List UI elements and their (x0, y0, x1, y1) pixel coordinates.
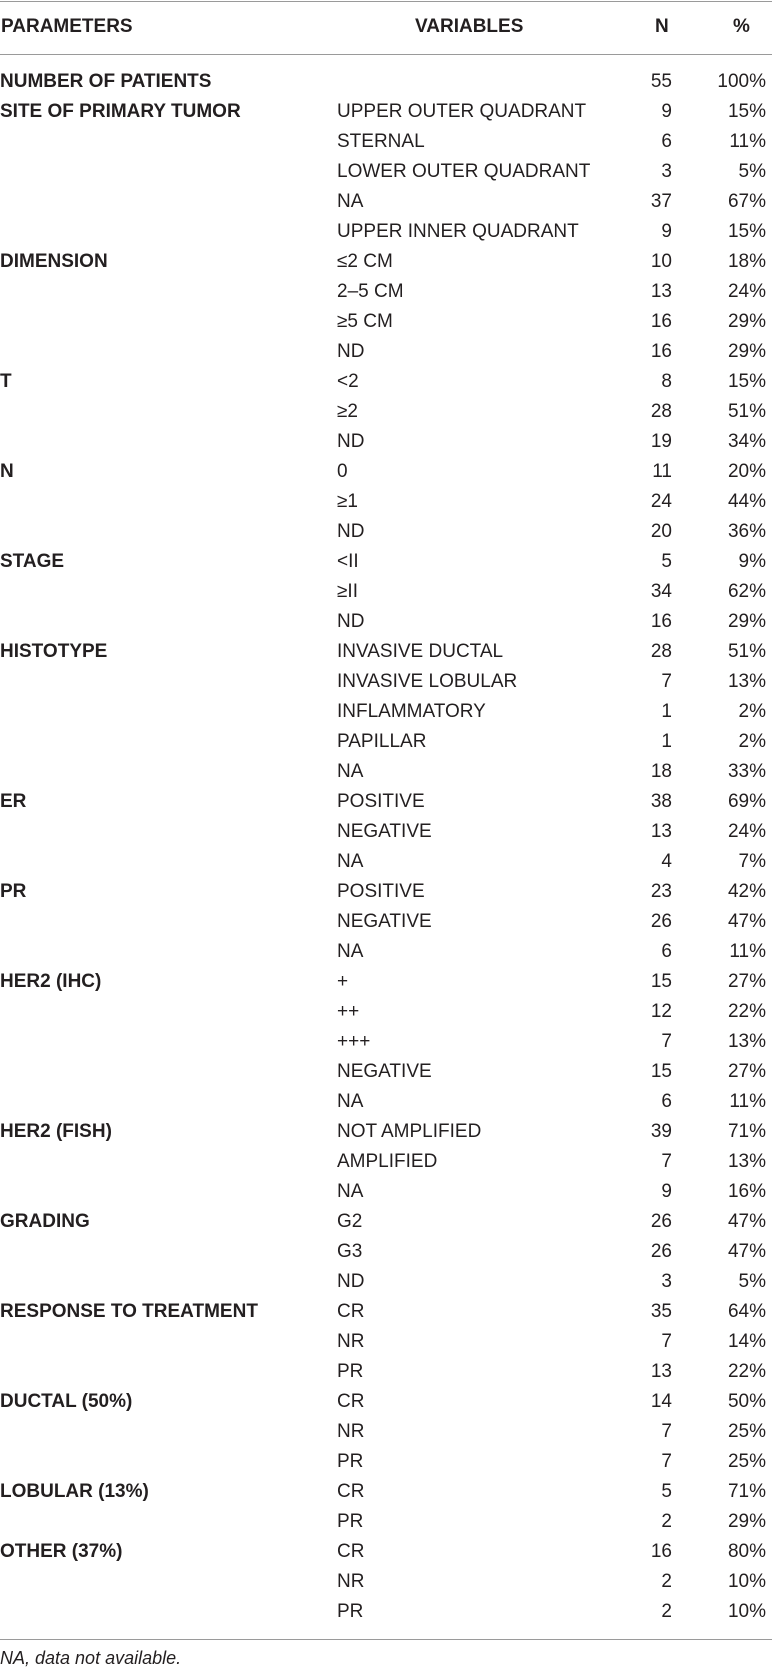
table-row (0, 1599, 772, 1629)
cell-n: 23 (650, 881, 672, 902)
cell-parameter: ER (0, 791, 27, 812)
cell-percent: 50% (727, 1391, 766, 1412)
cell-n: 18 (650, 761, 672, 782)
table-row (0, 789, 772, 819)
cell-n: 28 (650, 401, 672, 422)
table-row (0, 669, 772, 699)
cell-percent: 25% (727, 1451, 766, 1472)
table-row (0, 1479, 772, 1509)
cell-n: 13 (650, 1361, 672, 1382)
cell-percent: 42% (727, 881, 766, 902)
table-row (0, 189, 772, 219)
cell-percent: 51% (727, 641, 766, 662)
table-row (0, 309, 772, 339)
table-row (0, 339, 772, 369)
cell-n: 35 (650, 1301, 672, 1322)
cell-n: 20 (650, 521, 672, 542)
cell-parameter: STAGE (0, 551, 65, 572)
table-bottom-rule (0, 1639, 772, 1640)
cell-n: 13 (650, 821, 672, 842)
cell-percent: 29% (727, 341, 766, 362)
cell-percent: 13% (727, 1151, 766, 1172)
cell-variable: NEGATIVE (337, 911, 432, 932)
cell-n: 55 (650, 71, 672, 92)
table-row (0, 99, 772, 129)
cell-n: 15 (650, 971, 672, 992)
cell-variable: CR (337, 1301, 365, 1322)
table-row (0, 1299, 772, 1329)
table-row (0, 1149, 772, 1179)
header-rule (0, 54, 772, 55)
table-row (0, 219, 772, 249)
cell-n: 38 (650, 791, 672, 812)
cell-parameter: HER2 (IHC) (0, 971, 102, 992)
cell-variable: +++ (337, 1031, 371, 1052)
cell-percent: 29% (727, 311, 766, 332)
table-row (0, 939, 772, 969)
cell-n: 10 (650, 251, 672, 272)
cell-variable: NA (337, 191, 364, 212)
cell-percent: 100% (717, 71, 766, 92)
table-row (0, 1419, 772, 1449)
cell-n: 6 (661, 941, 672, 962)
cell-percent: 20% (727, 461, 766, 482)
cell-percent: 13% (727, 1031, 766, 1052)
table-row (0, 1329, 772, 1359)
cell-n: 28 (650, 641, 672, 662)
cell-variable: NEGATIVE (337, 1061, 432, 1082)
cell-n: 5 (661, 1481, 672, 1502)
cell-percent: 11% (729, 131, 766, 152)
cell-percent: 5% (738, 1271, 766, 1292)
cell-n: 5 (661, 551, 672, 572)
cell-variable: ND (337, 1271, 365, 1292)
cell-parameter: PR (0, 881, 27, 902)
cell-percent: 5% (738, 161, 766, 182)
cell-n: 7 (661, 1451, 672, 1472)
table-row (0, 999, 772, 1029)
table-row (0, 129, 772, 159)
cell-n: 3 (661, 161, 672, 182)
cell-variable: ≤2 CM (337, 251, 393, 272)
cell-percent: 22% (727, 1001, 766, 1022)
cell-percent: 25% (727, 1421, 766, 1442)
cell-percent: 2% (738, 701, 766, 722)
table-row (0, 1449, 772, 1479)
table-row (0, 489, 772, 519)
cell-variable: NR (337, 1421, 365, 1442)
table-row (0, 699, 772, 729)
table-row (0, 879, 772, 909)
cell-parameter: HER2 (FISH) (0, 1121, 112, 1142)
cell-percent: 47% (727, 911, 766, 932)
table-top-rule (0, 1, 772, 2)
cell-n: 26 (650, 1241, 672, 1262)
cell-n: 1 (661, 701, 672, 722)
cell-n: 1 (661, 731, 672, 752)
cell-parameter: HISTOTYPE (0, 641, 108, 662)
cell-percent: 14% (727, 1331, 766, 1352)
cell-percent: 71% (727, 1481, 766, 1502)
cell-variable: INVASIVE LOBULAR (337, 671, 518, 692)
table-row (0, 1569, 772, 1599)
cell-n: 16 (650, 1541, 672, 1562)
table-row (0, 849, 772, 879)
cell-variable: ++ (337, 1001, 360, 1022)
cell-variable: NR (337, 1571, 365, 1592)
cell-percent: 16% (727, 1181, 766, 1202)
cell-n: 34 (650, 581, 672, 602)
cell-parameter: GRADING (0, 1211, 90, 1232)
cell-variable: NA (337, 761, 364, 782)
cell-variable: PR (337, 1511, 364, 1532)
cell-percent: 10% (727, 1571, 766, 1592)
table-row (0, 909, 772, 939)
cell-percent: 24% (727, 821, 766, 842)
cell-percent: 47% (727, 1241, 766, 1262)
cell-variable: + (337, 971, 349, 992)
table-row (0, 1509, 772, 1539)
cell-n: 9 (661, 1181, 672, 1202)
cell-variable: ND (337, 431, 365, 452)
cell-variable: UPPER INNER QUADRANT (337, 221, 579, 242)
cell-n: 6 (661, 1091, 672, 1112)
cell-variable: NOT AMPLIFIED (337, 1121, 482, 1142)
table-row (0, 369, 772, 399)
table-row (0, 279, 772, 309)
cell-variable: ND (337, 521, 365, 542)
cell-variable: POSITIVE (337, 881, 425, 902)
cell-variable: AMPLIFIED (337, 1151, 438, 1172)
table-row (0, 549, 772, 579)
cell-percent: 7% (738, 851, 766, 872)
cell-variable: NA (337, 1091, 364, 1112)
cell-n: 16 (650, 611, 672, 632)
cell-percent: 29% (727, 611, 766, 632)
cell-n: 37 (650, 191, 672, 212)
cell-n: 2 (661, 1601, 672, 1622)
cell-variable: CR (337, 1391, 365, 1412)
table-row (0, 1179, 772, 1209)
cell-variable: PAPILLAR (337, 731, 427, 752)
table-row (0, 519, 772, 549)
cell-n: 24 (650, 491, 672, 512)
table-footnote: NA, data not available. (0, 1648, 182, 1668)
cell-percent: 67% (727, 191, 766, 212)
cell-variable: CR (337, 1481, 365, 1502)
cell-variable: NA (337, 941, 364, 962)
cell-percent: 13% (727, 671, 766, 692)
table-header (0, 16, 772, 42)
table-row (0, 819, 772, 849)
table-row (0, 1089, 772, 1119)
cell-parameter: OTHER (37%) (0, 1541, 123, 1562)
cell-percent: 24% (727, 281, 766, 302)
cell-percent: 15% (727, 101, 766, 122)
cell-variable: NEGATIVE (337, 821, 432, 842)
table-row (0, 159, 772, 189)
cell-parameter: RESPONSE TO TREATMENT (0, 1301, 258, 1322)
table-row (0, 459, 772, 489)
cell-percent: 51% (727, 401, 766, 422)
cell-variable: ≥1 (337, 491, 358, 512)
table-row (0, 69, 772, 99)
cell-variable: 2–5 CM (337, 281, 404, 302)
cell-parameter: DUCTAL (50%) (0, 1391, 133, 1412)
cell-variable: PR (337, 1361, 364, 1382)
cell-variable: ≥2 (337, 401, 358, 422)
table-row (0, 1239, 772, 1269)
cell-variable: G3 (337, 1241, 363, 1262)
cell-percent: 18% (727, 251, 766, 272)
cell-percent: 27% (727, 971, 766, 992)
cell-percent: 71% (727, 1121, 766, 1142)
cell-parameter: DIMENSION (0, 251, 108, 272)
cell-variable: NA (337, 851, 364, 872)
cell-percent: 33% (727, 761, 766, 782)
cell-n: 2 (661, 1511, 672, 1532)
header-percent: % (733, 16, 750, 37)
cell-variable: NA (337, 1181, 364, 1202)
table-row (0, 249, 772, 279)
cell-percent: 62% (727, 581, 766, 602)
cell-variable: POSITIVE (337, 791, 425, 812)
table-row (0, 639, 772, 669)
cell-n: 26 (650, 911, 672, 932)
cell-variable: 0 (337, 461, 348, 482)
table-row (0, 1389, 772, 1419)
table-body (0, 69, 772, 1629)
table-row (0, 609, 772, 639)
cell-n: 12 (650, 1001, 672, 1022)
cell-n: 8 (661, 371, 672, 392)
cell-variable: ≥II (337, 581, 358, 602)
cell-parameter: SITE OF PRIMARY TUMOR (0, 101, 241, 122)
cell-n: 13 (650, 281, 672, 302)
cell-n: 9 (661, 221, 672, 242)
cell-percent: 36% (727, 521, 766, 542)
cell-n: 16 (650, 311, 672, 332)
cell-variable: ≥5 CM (337, 311, 393, 332)
table-row (0, 429, 772, 459)
cell-percent: 2% (738, 731, 766, 752)
table-row (0, 759, 772, 789)
cell-percent: 64% (727, 1301, 766, 1322)
cell-n: 16 (650, 341, 672, 362)
header-parameters: PARAMETERS (1, 16, 133, 37)
cell-n: 7 (661, 1331, 672, 1352)
table-row (0, 1269, 772, 1299)
cell-percent: 69% (727, 791, 766, 812)
cell-parameter: N (0, 461, 14, 482)
table-row (0, 1029, 772, 1059)
table-row (0, 969, 772, 999)
cell-percent: 22% (727, 1361, 766, 1382)
cell-parameter: LOBULAR (13%) (0, 1481, 149, 1502)
cell-n: 3 (661, 1271, 672, 1292)
cell-n: 11 (652, 461, 672, 482)
header-variables: VARIABLES (415, 16, 524, 37)
cell-percent: 27% (727, 1061, 766, 1082)
cell-percent: 11% (729, 941, 766, 962)
cell-percent: 80% (727, 1541, 766, 1562)
cell-variable: PR (337, 1451, 364, 1472)
cell-percent: 15% (727, 221, 766, 242)
cell-variable: <II (337, 551, 359, 572)
cell-variable: ND (337, 341, 365, 362)
cell-n: 15 (650, 1061, 672, 1082)
cell-n: 7 (661, 1421, 672, 1442)
table-row (0, 1359, 772, 1389)
table-row (0, 1539, 772, 1569)
cell-n: 39 (650, 1121, 672, 1142)
cell-percent: 10% (727, 1601, 766, 1622)
table-row (0, 1059, 772, 1089)
cell-variable: PR (337, 1601, 364, 1622)
cell-n: 4 (661, 851, 672, 872)
cell-n: 19 (650, 431, 672, 452)
cell-percent: 34% (727, 431, 766, 452)
table-row (0, 1119, 772, 1149)
cell-variable: INVASIVE DUCTAL (337, 641, 504, 662)
cell-percent: 47% (727, 1211, 766, 1232)
cell-n: 7 (661, 671, 672, 692)
cell-variable: CR (337, 1541, 365, 1562)
cell-variable: LOWER OUTER QUADRANT (337, 161, 591, 182)
cell-n: 7 (661, 1151, 672, 1172)
cell-variable: STERNAL (337, 131, 425, 152)
cell-variable: ND (337, 611, 365, 632)
cell-percent: 9% (738, 551, 766, 572)
cell-n: 6 (661, 131, 672, 152)
cell-n: 14 (650, 1391, 672, 1412)
cell-variable: G2 (337, 1211, 363, 1232)
cell-parameter: NUMBER OF PATIENTS (0, 71, 212, 92)
table-row (0, 1209, 772, 1239)
table-row (0, 399, 772, 429)
cell-n: 2 (661, 1571, 672, 1592)
cell-n: 9 (661, 101, 672, 122)
cell-variable: <2 (337, 371, 359, 392)
cell-variable: UPPER OUTER QUADRANT (337, 101, 587, 122)
cell-variable: NR (337, 1331, 365, 1352)
table-row (0, 729, 772, 759)
header-n: N (655, 16, 669, 37)
table-row (0, 579, 772, 609)
cell-percent: 29% (727, 1511, 766, 1532)
cell-variable: INFLAMMATORY (337, 701, 486, 722)
cell-percent: 11% (729, 1091, 766, 1112)
cell-percent: 15% (727, 371, 766, 392)
cell-n: 7 (661, 1031, 672, 1052)
cell-percent: 44% (727, 491, 766, 512)
cell-parameter: T (0, 371, 12, 392)
cell-n: 26 (650, 1211, 672, 1232)
